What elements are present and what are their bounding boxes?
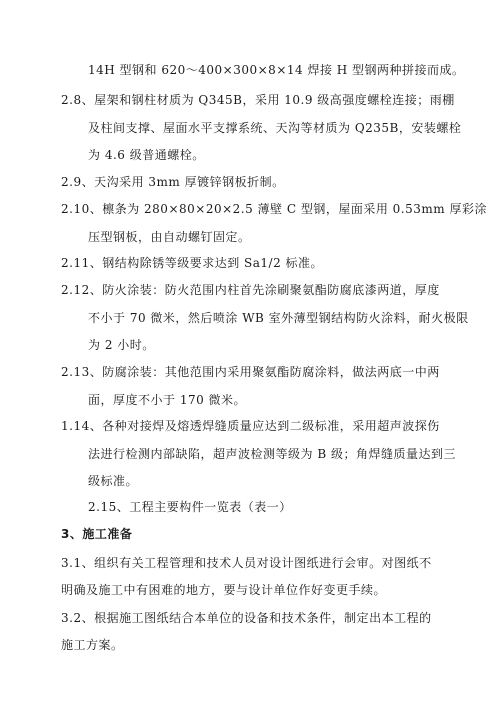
text-line-7: 压型钢板，由自动螺钉固定。: [88, 230, 251, 244]
text-line-3: 及柱间支撑、屋面水平支撑系统、天沟等材质为 Q235B，安装螺栓: [88, 121, 462, 135]
text-line-10: 不小于 70 微米，然后喷涂 WB 室外薄型钢结构防火涂料，耐火极限: [88, 311, 469, 325]
text-line-16: 级标准。: [88, 474, 139, 488]
text-line-8: 2.11、钢结构除锈等级要求达到 Sa1/2 标准。: [61, 256, 324, 270]
text-line-15: 法进行检测内部缺陷，超声波检测等级为 B 级；角焊缝质量达到三: [88, 447, 456, 461]
text-line-9: 2.12、防火涂装：防火范围内柱首先涂刷聚氨酯防腐底漆两道，厚度: [61, 283, 440, 297]
text-line-20: 明确及施工中有困难的地方，要与设计单位作好变更手续。: [61, 583, 387, 597]
text-line-6: 2.10、檩条为 280×80×20×2.5 薄壁 C 型钢，屋面采用 0.53mm 厚彩涂: [61, 202, 487, 216]
text-line-5: 2.9、天沟采用 3mm 厚镀锌钢板折制。: [61, 175, 285, 189]
text-line-12: 2.13、防腐涂装：其他范围内采用聚氨酯防腐涂料，做法两底一中两: [61, 365, 440, 379]
text-line-22: 施工方案。: [61, 638, 124, 652]
section-heading: 3、施工准备: [61, 527, 133, 541]
text-line-1: 14H 型钢和 620～400×300×8×14 焊接 H 型钢两种拼接而成。: [88, 63, 465, 77]
text-line-2: 2.8、屋架和钢柱材质为 Q345B，采用 10.9 级高强度螺栓连接；雨棚: [61, 93, 455, 107]
text-line-4: 为 4.6 级普通螺栓。: [88, 148, 205, 162]
text-line-14: 1.14、各种对接焊及熔透焊缝质量应达到二级标准，采用超声波探伤: [61, 419, 440, 433]
text-line-21: 3.2、根据施工图纸结合本单位的设备和技术条件，制定出本工程的: [61, 611, 432, 625]
text-line-11: 为 2 小时。: [88, 338, 155, 352]
text-line-19: 3.1、组织有关工程管理和技术人员对设计图纸进行会审。对图纸不: [61, 556, 432, 570]
text-line-13: 面，厚度不小于 170 微米。: [88, 393, 247, 407]
text-line-17: 2.15、工程主要构件一览表（表一）: [88, 500, 292, 514]
